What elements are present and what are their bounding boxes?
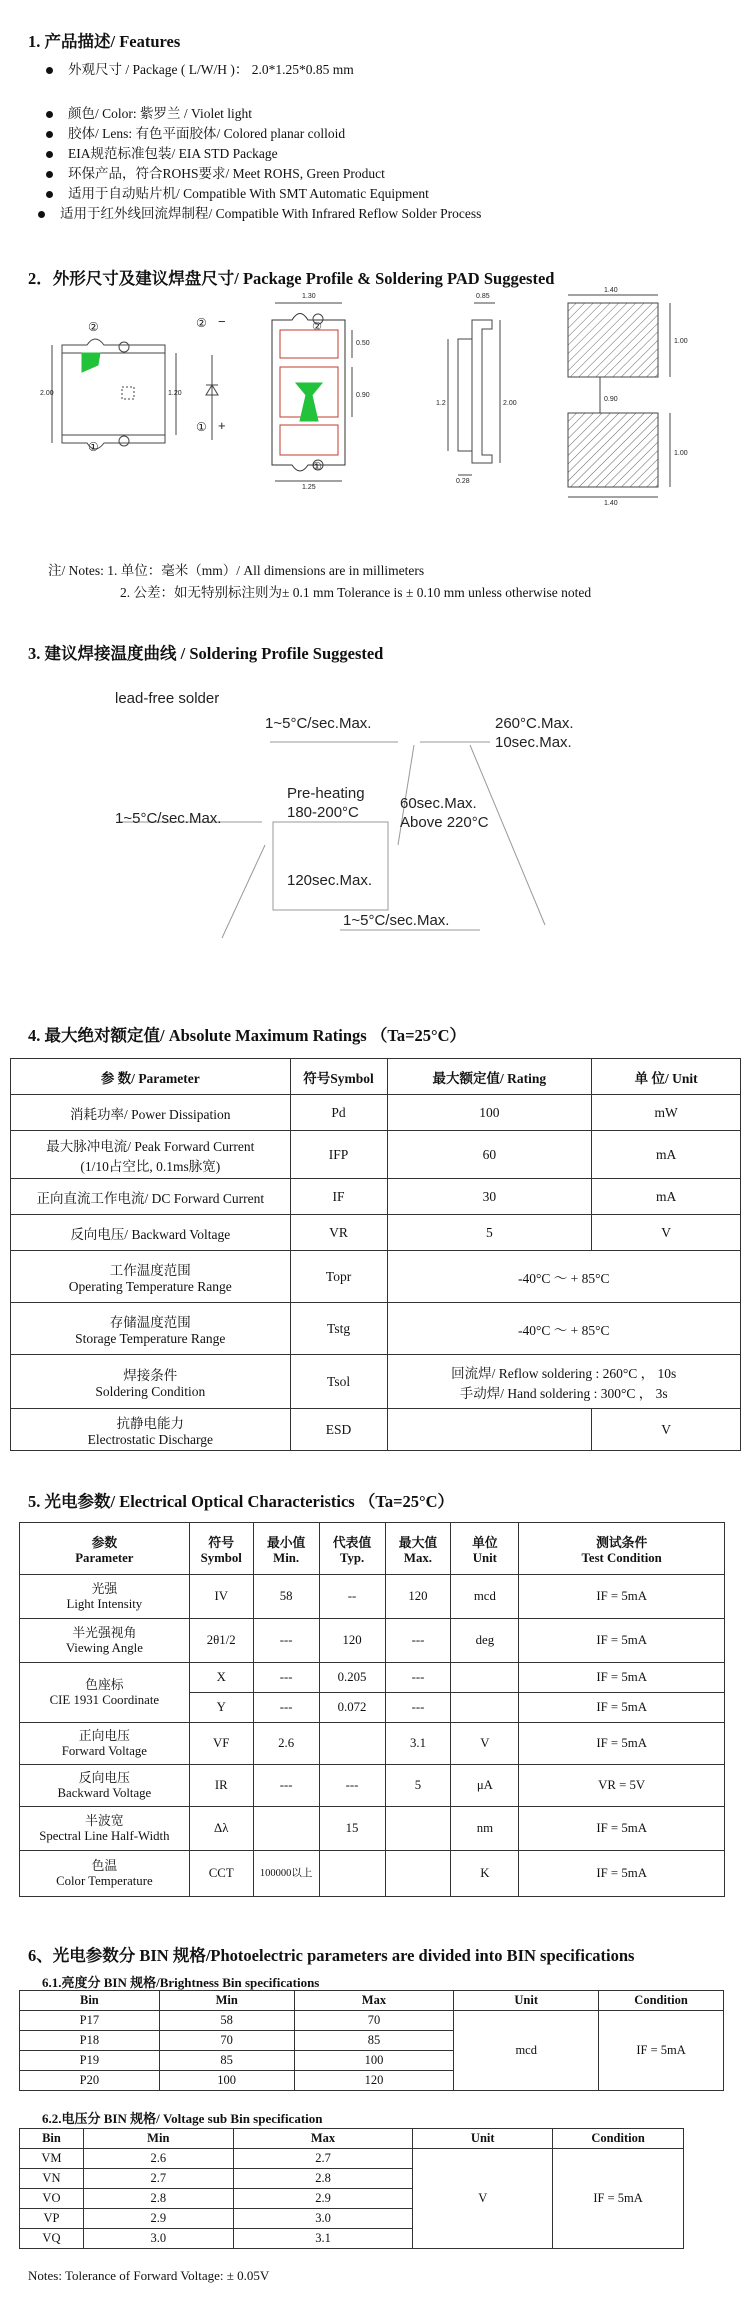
section-2-title: 2．外形尺寸及建议焊盘尺寸/ Package Profile & Soldering PAD Suggested	[28, 269, 555, 288]
condition-cell: IF = 5mA	[519, 1851, 725, 1897]
param-cell	[11, 1355, 291, 1409]
voltage-tolerance-note: Notes: Tolerance of Forward Voltage: ± 0.05V	[28, 2268, 270, 2283]
feature-item: 适用于红外线回流焊制程/ Compatible With Infrared Reflow Solder Process	[36, 204, 481, 224]
min-cell: ---	[253, 1663, 319, 1693]
symbol-cell: VF	[189, 1723, 253, 1765]
min-cell: 85	[159, 2051, 294, 2071]
header-cn: 参数	[91, 1535, 118, 1550]
bin-cell: P19	[20, 2051, 160, 2071]
package-drawing	[0, 285, 750, 545]
unit-cell: mA	[592, 1131, 741, 1179]
condition-cell: IF = 5mA	[519, 1575, 725, 1619]
table-row	[20, 2011, 724, 2031]
typ-cell: ---	[319, 1765, 385, 1807]
bin-cell: P18	[20, 2031, 160, 2051]
header-cell	[253, 1523, 319, 1575]
symbol-cell: CCT	[189, 1851, 253, 1897]
header-cell: Min	[83, 2129, 233, 2149]
rating-cell: -40°C ～ + 85°C	[387, 1251, 740, 1303]
param-cn: 半光强视角	[72, 1625, 137, 1640]
symbol-cell: Tstg	[290, 1303, 387, 1355]
header-cell: Max	[233, 2129, 413, 2149]
max-cell: 85	[294, 2031, 454, 2051]
brightness-bin-title: 6.1.亮度分 BIN 规格/Brightness Bin specifications	[42, 1975, 320, 1990]
symbol-cell: IF	[290, 1179, 387, 1215]
typ-cell: --	[319, 1575, 385, 1619]
header-cell: 单 位/ Unit	[592, 1059, 741, 1095]
max-cell	[385, 1807, 451, 1851]
rating-line: 回流焊/ Reflow soldering : 260°C ， 10s	[451, 1365, 677, 1381]
min-cell: ---	[253, 1765, 319, 1807]
param-line: Soldering Condition	[95, 1383, 206, 1399]
section-1-title: 1. 产品描述/ Features	[28, 32, 181, 51]
symbol-cell: IFP	[290, 1131, 387, 1179]
header-cell: 符号Symbol	[290, 1059, 387, 1095]
max-cell: 3.1	[385, 1723, 451, 1765]
header-cell: Condition	[599, 1991, 724, 2011]
header-cell: Min	[159, 1991, 294, 2011]
min-cell: 2.6	[83, 2149, 233, 2169]
condition-cell: VR = 5V	[519, 1765, 725, 1807]
absolute-max-ratings-table	[10, 1058, 741, 1451]
param-line: 工作温度范围	[109, 1262, 191, 1278]
section-3-title: 3. 建议焊接温度曲线 / Soldering Profile Suggested	[28, 644, 384, 663]
param-line: Storage Temperature Range	[75, 1330, 226, 1346]
param-cell	[20, 1851, 190, 1897]
header-cn: 符号	[208, 1535, 234, 1550]
param-en: Backward Voltage	[57, 1785, 152, 1800]
dim-label: 2.00	[503, 400, 517, 407]
rating-cell: 100	[387, 1095, 592, 1131]
table-row	[20, 1851, 725, 1897]
ramp-down-rate-label: 1~5°C/sec.Max.	[343, 912, 450, 929]
max-cell: 2.7	[233, 2149, 413, 2169]
table-row	[20, 2149, 684, 2169]
solder-pads	[568, 295, 670, 497]
preheat-temp-label: 180-200°C	[287, 804, 359, 821]
table-row	[11, 1303, 741, 1355]
symbol-cell: Topr	[290, 1251, 387, 1303]
param-cn: 反向电压	[78, 1770, 130, 1785]
dim-label: 1.40	[604, 500, 618, 507]
symbol-cell: 2θ1/2	[189, 1619, 253, 1663]
unit-cell	[451, 1693, 519, 1723]
min-cell: 2.8	[83, 2189, 233, 2209]
feature-item: 环保产品，符合ROHS要求/ Meet ROHS, Green Product	[44, 164, 481, 184]
rating-cell: 5	[387, 1215, 592, 1251]
condition-cell: IF = 5mA	[519, 1663, 725, 1693]
header-en: Typ.	[339, 1550, 365, 1565]
peak-temp-label: 260°C.Max.	[495, 715, 574, 732]
header-cell	[385, 1523, 451, 1575]
param-cell	[20, 1807, 190, 1851]
typ-cell: 0.205	[319, 1663, 385, 1693]
param-cn: 光强	[91, 1581, 118, 1596]
dim-label: 0.50	[356, 340, 370, 347]
unit-cell: deg	[451, 1619, 519, 1663]
bin-cell: VQ	[20, 2229, 84, 2249]
param-en: Light Intensity	[66, 1596, 143, 1611]
min-cell: 2.9	[83, 2209, 233, 2229]
min-cell: ---	[253, 1693, 319, 1723]
table-header-row	[20, 1991, 724, 2011]
ramp-up-line	[222, 845, 265, 938]
section-4-title: 4. 最大绝对额定值/ Absolute Maximum Ratings （Ta=25°C）	[28, 1026, 466, 1045]
typ-cell: 0.072	[319, 1693, 385, 1723]
condition-cell: IF = 5mA	[519, 1619, 725, 1663]
dim-label: 1.00	[674, 450, 688, 457]
dim-label: 0.28	[456, 478, 470, 485]
typ-cell	[319, 1851, 385, 1897]
header-cell: Max	[294, 1991, 454, 2011]
symbol-cell: X	[189, 1663, 253, 1693]
param-cell: 消耗功率/ Power Dissipation	[11, 1095, 291, 1131]
rating-cell	[387, 1409, 592, 1451]
param-cell	[11, 1131, 291, 1179]
table-row	[20, 1765, 725, 1807]
unit-cell: mcd	[451, 1575, 519, 1619]
dim-label: 1.25	[302, 484, 316, 491]
param-line: (1/10占空比, 0.1ms脉宽)	[80, 1158, 221, 1174]
bin-cell: P20	[20, 2071, 160, 2091]
table-row	[11, 1131, 741, 1179]
table-row	[20, 1619, 725, 1663]
dim-label: 2.00	[40, 390, 54, 397]
dim-label: 1.30	[302, 293, 316, 300]
header-cell: 参 数/ Parameter	[11, 1059, 291, 1095]
header-en: Unit	[472, 1550, 497, 1565]
mark-2: ②	[312, 321, 322, 333]
param-cell	[11, 1251, 291, 1303]
param-line: Electrostatic Discharge	[87, 1431, 213, 1447]
symbol-cell: IV	[189, 1575, 253, 1619]
unit-cell: V	[592, 1409, 741, 1451]
header-cell	[189, 1523, 253, 1575]
max-cell: 100	[294, 2051, 454, 2071]
min-cell: ---	[253, 1619, 319, 1663]
param-cell	[11, 1303, 291, 1355]
unit-cell: nm	[451, 1807, 519, 1851]
header-cn: 最小值	[266, 1535, 306, 1550]
dimension-notes	[48, 560, 591, 604]
mark-2: ②	[196, 316, 207, 330]
unit-cell: mW	[592, 1095, 741, 1131]
condition-cell: IF = 5mA	[519, 1693, 725, 1723]
dim-label: 0.90	[604, 396, 618, 403]
min-cell	[253, 1807, 319, 1851]
table-row	[11, 1215, 741, 1251]
min-cell: 2.7	[83, 2169, 233, 2189]
header-cell: Bin	[20, 2129, 84, 2149]
side-view	[448, 303, 500, 475]
preheat-time-label: 120sec.Max.	[287, 872, 373, 889]
param-line: Operating Temperature Range	[68, 1278, 232, 1294]
header-cell: 最大额定值/ Rating	[387, 1059, 592, 1095]
header-cell: Bin	[20, 1991, 160, 2011]
max-cell: 120	[294, 2071, 454, 2091]
above-temp-label: Above 220°C	[400, 814, 489, 831]
header-cell	[451, 1523, 519, 1575]
param-cell: 正向直流工作电流/ DC Forward Current	[11, 1179, 291, 1215]
param-cn: 色座标	[85, 1677, 124, 1692]
minus-mark: −	[218, 314, 226, 329]
param-cell	[20, 1663, 190, 1723]
param-cell: 反向电压/ Backward Voltage	[11, 1215, 291, 1251]
unit-cell	[451, 1663, 519, 1693]
rating-cell: 60	[387, 1131, 592, 1179]
dim-label: 0.90	[356, 392, 370, 399]
mark-1: ①	[88, 440, 99, 454]
voltage-bin-table	[19, 2128, 684, 2249]
above-time-label: 60sec.Max.	[400, 795, 477, 812]
header-cell	[519, 1523, 725, 1575]
peak-time-label: 10sec.Max.	[495, 734, 572, 751]
rating-cell	[387, 1355, 740, 1409]
param-cn: 色温	[91, 1858, 118, 1873]
unit-cell: K	[451, 1851, 519, 1897]
feature-item: 颜色/ Color: 紫罗兰 / Violet light	[44, 104, 481, 124]
symbol-cell: VR	[290, 1215, 387, 1251]
param-line: 最大脉冲电流/ Peak Forward Current	[46, 1138, 255, 1154]
max-cell: 3.1	[233, 2229, 413, 2249]
max-cell: 2.9	[233, 2189, 413, 2209]
min-cell: 58	[253, 1575, 319, 1619]
electro-optical-table	[19, 1522, 725, 1897]
min-cell: 100	[159, 2071, 294, 2091]
max-cell: 3.0	[233, 2209, 413, 2229]
mark-2: ②	[88, 320, 99, 334]
header-en: Parameter	[75, 1550, 134, 1565]
max-cell: ---	[385, 1619, 451, 1663]
rating-cell: -40°C ～ + 85°C	[387, 1303, 740, 1355]
mark-1: ①	[196, 420, 207, 434]
min-cell: 58	[159, 2011, 294, 2031]
section-6-title: 6、光电参数分 BIN 规格/Photoelectric parameters are divided into BIN specifications	[28, 1946, 635, 1965]
table-row	[11, 1409, 741, 1451]
bin-cell: P17	[20, 2011, 160, 2031]
rating-line: 手动焊/ Hand soldering : 300°C ， 3s	[459, 1385, 668, 1401]
header-cn: 单位	[472, 1535, 498, 1550]
lead-free-label: lead-free solder	[115, 690, 220, 707]
typ-cell	[319, 1723, 385, 1765]
preheat-box	[273, 822, 388, 910]
rating-cell: 30	[387, 1179, 592, 1215]
table-header-row	[11, 1059, 741, 1095]
feature-item: EIA规范标准包装/ EIA STD Package	[44, 144, 481, 164]
max-cell	[385, 1851, 451, 1897]
symbol-cell: Y	[189, 1693, 253, 1723]
table-row	[20, 1575, 725, 1619]
param-en: Forward Voltage	[61, 1743, 147, 1758]
table-row	[11, 1095, 741, 1131]
param-en: Color Temperature	[56, 1873, 153, 1888]
min-cell: 3.0	[83, 2229, 233, 2249]
param-cn: 半波宽	[85, 1813, 124, 1828]
symbol-cell: IR	[189, 1765, 253, 1807]
dim-label: 1.2	[436, 400, 446, 407]
unit-cell: mcd	[454, 2011, 599, 2091]
max-cell: 120	[385, 1575, 451, 1619]
symbol-cell: ESD	[290, 1409, 387, 1451]
param-cell	[20, 1765, 190, 1807]
condition-cell: IF = 5mA	[599, 2011, 724, 2091]
dim-label: 1.00	[674, 338, 688, 345]
param-cell	[20, 1575, 190, 1619]
unit-cell: V	[413, 2149, 553, 2249]
max-cell: ---	[385, 1693, 451, 1723]
bin-cell: VM	[20, 2149, 84, 2169]
table-row	[11, 1251, 741, 1303]
min-cell: 70	[159, 2031, 294, 2051]
ramp-down-line	[470, 745, 545, 925]
max-cell: 5	[385, 1765, 451, 1807]
header-cn: 代表值	[332, 1535, 372, 1550]
param-cn: 正向电压	[78, 1728, 130, 1743]
param-cell	[20, 1723, 190, 1765]
top-view	[52, 339, 176, 449]
header-cn: 测试条件	[596, 1535, 648, 1550]
table-row	[11, 1355, 741, 1409]
preheat-ramp-label: 1~5°C/sec.Max.	[115, 810, 222, 827]
table-row	[20, 1663, 725, 1693]
param-cell	[11, 1409, 291, 1451]
header-cell: Condition	[553, 2129, 684, 2149]
feature-list	[44, 104, 481, 224]
table-row	[20, 1807, 725, 1851]
header-cn: 最大值	[398, 1535, 438, 1550]
bin-cell: VP	[20, 2209, 84, 2229]
bin-cell: VN	[20, 2169, 84, 2189]
max-cell: ---	[385, 1663, 451, 1693]
param-en: Spectral Line Half-Width	[39, 1828, 170, 1843]
header-en: Min.	[273, 1550, 300, 1565]
section-5-title: 5. 光电参数/ Electrical Optical Characteristics （Ta=25°C）	[28, 1492, 454, 1511]
table-header-row	[20, 2129, 684, 2149]
condition-cell: IF = 5mA	[519, 1723, 725, 1765]
table-row	[20, 1723, 725, 1765]
package-bullet-list	[44, 60, 354, 80]
param-cell	[20, 1619, 190, 1663]
preheat-label: Pre-heating	[287, 785, 365, 802]
dim-label: 1.20	[168, 390, 182, 397]
symbol-cell: Tsol	[290, 1355, 387, 1409]
unit-cell: V	[451, 1723, 519, 1765]
unit-cell: mA	[592, 1179, 741, 1215]
voltage-bin-title: 6.2.电压分 BIN 规格/ Voltage sub Bin specification	[42, 2111, 323, 2126]
feature-item: 胶体/ Lens: 有色平面胶体/ Colored planar colloid	[44, 124, 481, 144]
header-cell: Unit	[454, 1991, 599, 2011]
param-line: 存储温度范围	[109, 1314, 191, 1330]
table-row	[11, 1179, 741, 1215]
symbol-cell: Pd	[290, 1095, 387, 1131]
feature-item: 适用于自动贴片机/ Compatible With SMT Automatic Equipment	[44, 184, 481, 204]
condition-cell: IF = 5mA	[553, 2149, 684, 2249]
param-en: CIE 1931 Coordinate	[49, 1692, 160, 1707]
header-cell	[319, 1523, 385, 1575]
dim-label: 0.85	[476, 293, 490, 300]
brightness-bin-table	[19, 1990, 724, 2091]
param-line: 焊接条件	[123, 1367, 178, 1383]
note-2: 2. 公差：如无特别标注则为± 0.1 mm Tolerance is ± 0.10 mm unless otherwise noted	[120, 585, 592, 600]
header-en: Symbol	[200, 1550, 242, 1565]
note-1: 注/ Notes: 1. 单位：毫米（mm）/ All dimensions are in millimeters	[48, 563, 425, 578]
unit-cell: μA	[451, 1765, 519, 1807]
mark-1: ①	[312, 461, 322, 473]
typ-cell: 120	[319, 1619, 385, 1663]
max-cell: 2.8	[233, 2169, 413, 2189]
condition-cell: IF = 5mA	[519, 1807, 725, 1851]
header-cell	[20, 1523, 190, 1575]
table-header-row	[20, 1523, 725, 1575]
bin-cell: VO	[20, 2189, 84, 2209]
header-en: Test Condition	[581, 1550, 662, 1565]
param-en: Viewing Angle	[65, 1640, 143, 1655]
max-cell: 70	[294, 2011, 454, 2031]
header-en: Max.	[403, 1550, 432, 1565]
min-cell: 2.6	[253, 1723, 319, 1765]
header-cell: Unit	[413, 2129, 553, 2149]
feature-package: 外观尺寸 / Package ( L/W/H )： 2.0*1.25*0.85 mm	[44, 60, 354, 80]
typ-cell: 15	[319, 1807, 385, 1851]
symbol-cell: Δλ	[189, 1807, 253, 1851]
min-cell: 100000以上	[253, 1851, 319, 1897]
param-line: 抗静电能力	[116, 1415, 185, 1431]
ramp-up-rate-label: 1~5°C/sec.Max.	[265, 715, 372, 732]
polarity-symbol	[206, 355, 218, 440]
dim-label: 1.40	[604, 287, 618, 294]
unit-cell: V	[592, 1215, 741, 1251]
plus-mark: +	[218, 418, 226, 433]
